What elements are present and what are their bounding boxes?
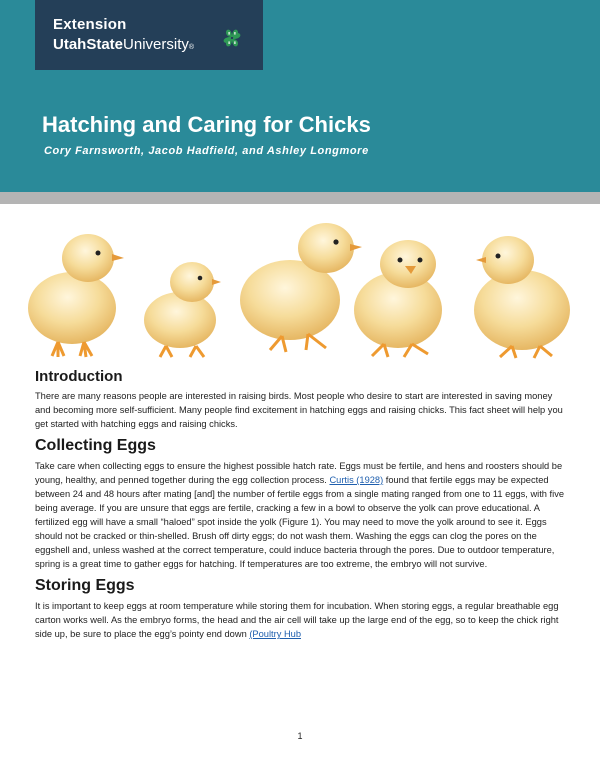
poultry-hub-link[interactable]: (Poultry Hub	[249, 629, 301, 639]
divider-band	[0, 192, 600, 204]
storing-text-start: It is important to keep eggs at room temperature while storing them for incubation. When storing eggs, a regular breathable egg carton works well. As the embryo forms, the head and the air cell will take up the large end of the egg, so to keep the chick right side up, be sure to place the egg’s pointy end down	[35, 601, 559, 639]
article-body	[35, 364, 565, 641]
collecting-eggs-heading: Collecting Eggs	[35, 437, 156, 454]
storing-eggs-heading: Storing Eggs	[35, 577, 135, 594]
usu-extension-logo[interactable]	[35, 0, 263, 70]
storing-eggs-paragraph	[35, 599, 565, 641]
chick-4-icon	[354, 240, 442, 357]
chick-1-icon	[28, 234, 124, 357]
logo-extension-text: Extension	[53, 16, 127, 33]
logo-brand-bold: UtahState	[53, 36, 124, 53]
collecting-eggs-paragraph	[35, 459, 565, 571]
page-title: Hatching and Caring for Chicks	[42, 112, 371, 137]
authors-line: Cory Farnsworth, Jacob Hadfield, and Ashley Longmore	[44, 145, 369, 157]
collecting-text-end: found that fertile eggs may be expected between 24 and 48 hours after mating [and] the number of fertile eggs from a single mating ranged from one to 11 eggs, with five being average. If you are unsure that eggs are fertile, cracking a few in a bowl to observe the yolk can prove educational. A fertilized egg will have a small “haloed” spot inside the yolk (Figure 1). You may need to move the yolk around to see it. Eggs should not be cracked or thin-shelled. Brush off dirty eggs; do not wash them. Washing the eggs can clog the pores on the eggshell and, unless washed at the correct temperature, could induce bacteria through the pores. Due to outdoor temperature, spring is a great time to gather eggs for hatching. If temperatures are too extreme, the embryo will not survive.	[35, 475, 565, 569]
chick-3-icon	[240, 223, 362, 352]
introduction-heading: Introduction	[35, 368, 123, 385]
chick-5-icon	[474, 236, 570, 358]
chick-2-icon	[144, 262, 221, 357]
logo-trademark: ®	[188, 44, 195, 51]
4h-clover-icon	[221, 27, 243, 49]
introduction-paragraph: There are many reasons people are interested in raising birds. Most people who desire to start are interested in saving money and becoming more self-sufficient. Many people find excitement in hatching eggs and raising chicks. This fact sheet will help you get started with hatching eggs and raising chicks.	[35, 391, 563, 429]
curtis-1928-link[interactable]: Curtis (1928)	[329, 475, 384, 485]
logo-university-text	[53, 36, 194, 53]
logo-brand-regular: University	[123, 36, 189, 53]
header-banner	[0, 0, 600, 192]
chicks-photo-icon	[0, 210, 600, 362]
collecting-text-start: Take care when collecting eggs to ensure the highest possible hatch rate. Eggs must be fertile, and hens and roosters should be young, healthy, and penned together during the egg collection process.	[35, 461, 563, 485]
page-number: 1	[297, 731, 303, 741]
